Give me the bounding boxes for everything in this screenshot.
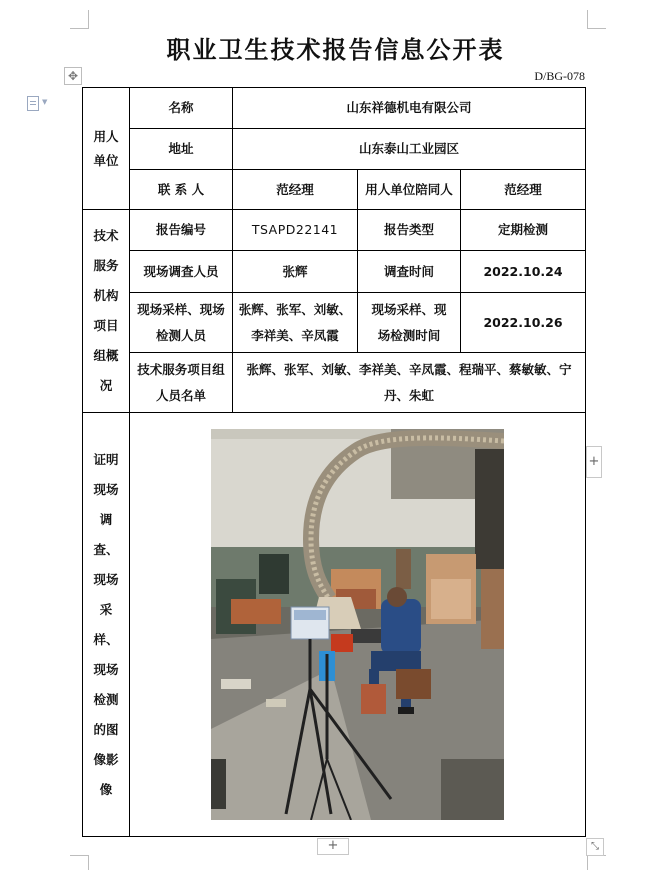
name-label: 名称 <box>130 88 233 129</box>
page-title: 职业卫生技术报告信息公开表 <box>166 35 505 64</box>
service-section-label: 技术服务机构项目组概况 <box>83 210 130 413</box>
members-label: 技术服务项目组人员名单 <box>130 353 233 413</box>
report-type-label: 报告类型 <box>358 210 461 251</box>
resize-handle-icon[interactable]: ⤡ <box>586 838 604 856</box>
address-value[interactable]: 山东泰山工业园区 <box>233 129 586 170</box>
add-column-button[interactable]: + <box>586 446 602 478</box>
escort-label: 用人单位陪同人 <box>358 170 461 210</box>
add-row-button[interactable]: + <box>317 838 349 855</box>
document-number: D/BG-078 <box>534 69 585 83</box>
site-photo <box>211 429 504 820</box>
info-table <box>82 87 586 837</box>
report-number-label: 报告编号 <box>130 210 233 251</box>
surveyor-value[interactable]: 张辉 <box>233 251 358 293</box>
surveyor-label: 现场调查人员 <box>130 251 233 293</box>
contact-value[interactable]: 范经理 <box>233 170 358 210</box>
survey-time-label: 调查时间 <box>358 251 461 293</box>
address-label: 地址 <box>130 129 233 170</box>
sample-time-value[interactable]: 2022.10.26 <box>461 293 586 353</box>
sampler-label: 现场采样、现场检测人员 <box>130 293 233 353</box>
members-value[interactable]: 张辉、张军、刘敏、李祥美、辛凤霞、程瑞平、蔡敏敏、宁丹、朱虹 <box>233 353 586 413</box>
report-type-value[interactable]: 定期检测 <box>461 210 586 251</box>
survey-time-value[interactable]: 2022.10.24 <box>461 251 586 293</box>
photo-section-label: 证明现场调查、现场采样、现场检测的图像影像 <box>83 413 130 837</box>
name-value[interactable]: 山东祥德机电有限公司 <box>233 88 586 129</box>
site-photo-image <box>211 429 504 820</box>
document-icon[interactable]: ▼ <box>27 96 51 112</box>
photo-cell <box>130 413 586 837</box>
crop-mark-top-right <box>587 10 606 29</box>
crop-mark-top-left <box>70 10 89 29</box>
escort-value[interactable]: 范经理 <box>461 170 586 210</box>
sample-time-label: 现场采样、现场检测时间 <box>358 293 461 353</box>
employer-section-label: 用人单位 <box>83 88 130 210</box>
crop-mark-bottom-left <box>70 855 89 870</box>
contact-label: 联 系 人 <box>130 170 233 210</box>
sampler-value[interactable]: 张辉、张军、刘敏、李祥美、辛凤霞 <box>233 293 358 353</box>
report-number-value[interactable]: TSAPD22141 <box>233 210 358 251</box>
move-handle-icon[interactable]: ✥ <box>64 67 82 85</box>
crop-mark-bottom-right <box>587 855 606 870</box>
